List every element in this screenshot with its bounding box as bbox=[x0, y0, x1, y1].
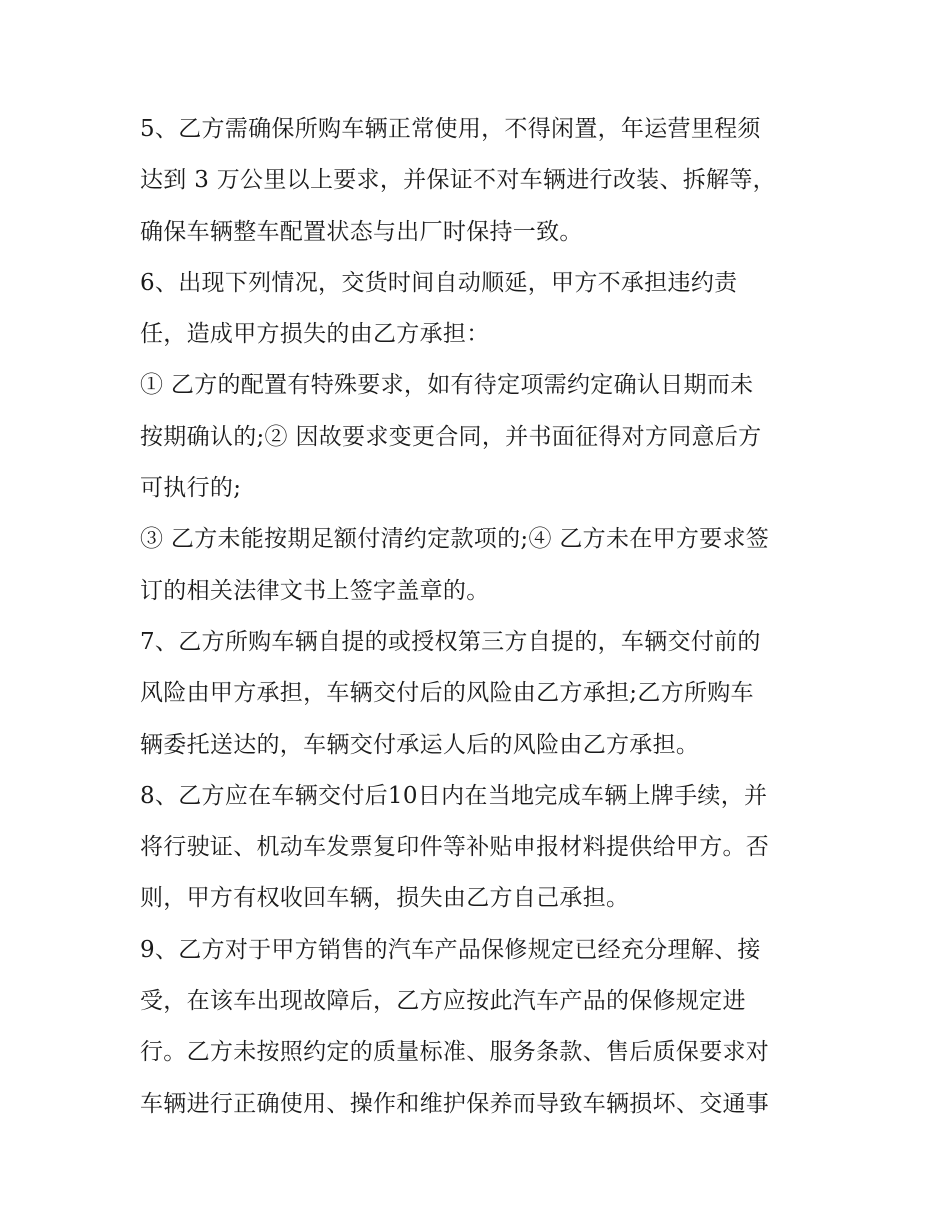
clause-8-line-3: 则，甲方有权收回车辆，损失由乙方自己承担。 bbox=[140, 885, 630, 912]
clause-6-item-1-line-1: ① 乙方的配置有特殊要求，如有待定项需约定确认日期而未 bbox=[140, 372, 754, 399]
clause-7-line-1: 7、乙方所购车辆自提的或授权第三方自提的，车辆交付前的 bbox=[140, 628, 761, 655]
clause-8-line-2: 将行驶证、机动车发票复印件等补贴申报材料提供给甲方。否 bbox=[140, 834, 770, 861]
document-body bbox=[140, 104, 820, 1130]
clause-6-item-2-line-2: 可执行的; bbox=[140, 475, 242, 502]
clause-6-item-1-line-2: 按期确认的;② 因故要求变更合同，并书面征得对方同意后方 bbox=[140, 423, 762, 450]
clause-6-line-1: 6、出现下列情况，交货时间自动顺延，甲方不承担违约责 bbox=[140, 269, 738, 296]
clause-6-line-2: 任，造成甲方损失的由乙方承担： bbox=[140, 321, 490, 348]
clause-5-line-3: 确保车辆整车配置状态与出厂时保持一致。 bbox=[140, 218, 583, 245]
clause-9-line-2: 受，在该车出现故障后，乙方应按此汽车产品的保修规定进 bbox=[140, 988, 746, 1015]
clause-9-line-4: 车辆进行正确使用、操作和维护保养而导致车辆损坏、交通事 bbox=[140, 1090, 770, 1117]
clause-9-line-3: 行。乙方未按照约定的质量标准、服务条款、售后质保要求对 bbox=[140, 1039, 770, 1066]
clause-7-line-3: 辆委托送达的，车辆交付承运人后的风险由乙方承担。 bbox=[140, 731, 700, 758]
clause-6-item-4-line-2: 订的相关法律文书上签字盖章的。 bbox=[140, 577, 490, 604]
clause-5-line-2: 达到 3 万公里以上要求，并保证不对车辆进行改装、拆解等， bbox=[140, 167, 776, 194]
clause-8-line-1: 8、乙方应在车辆交付后10日内在当地完成车辆上牌手续，并 bbox=[140, 782, 768, 809]
clause-7-line-2: 风险由甲方承担，车辆交付后的风险由乙方承担;乙方所购车 bbox=[140, 680, 754, 707]
clause-6-item-3-line-1: ③ 乙方未能按期足额付清约定款项的;④ 乙方未在甲方要求签 bbox=[140, 526, 770, 553]
clause-9-line-1: 9、乙方对于甲方销售的汽车产品保修规定已经充分理解、接 bbox=[140, 936, 761, 963]
clause-5-line-1: 5、乙方需确保所购车辆正常使用，不得闲置，年运营里程须 bbox=[140, 116, 761, 142]
